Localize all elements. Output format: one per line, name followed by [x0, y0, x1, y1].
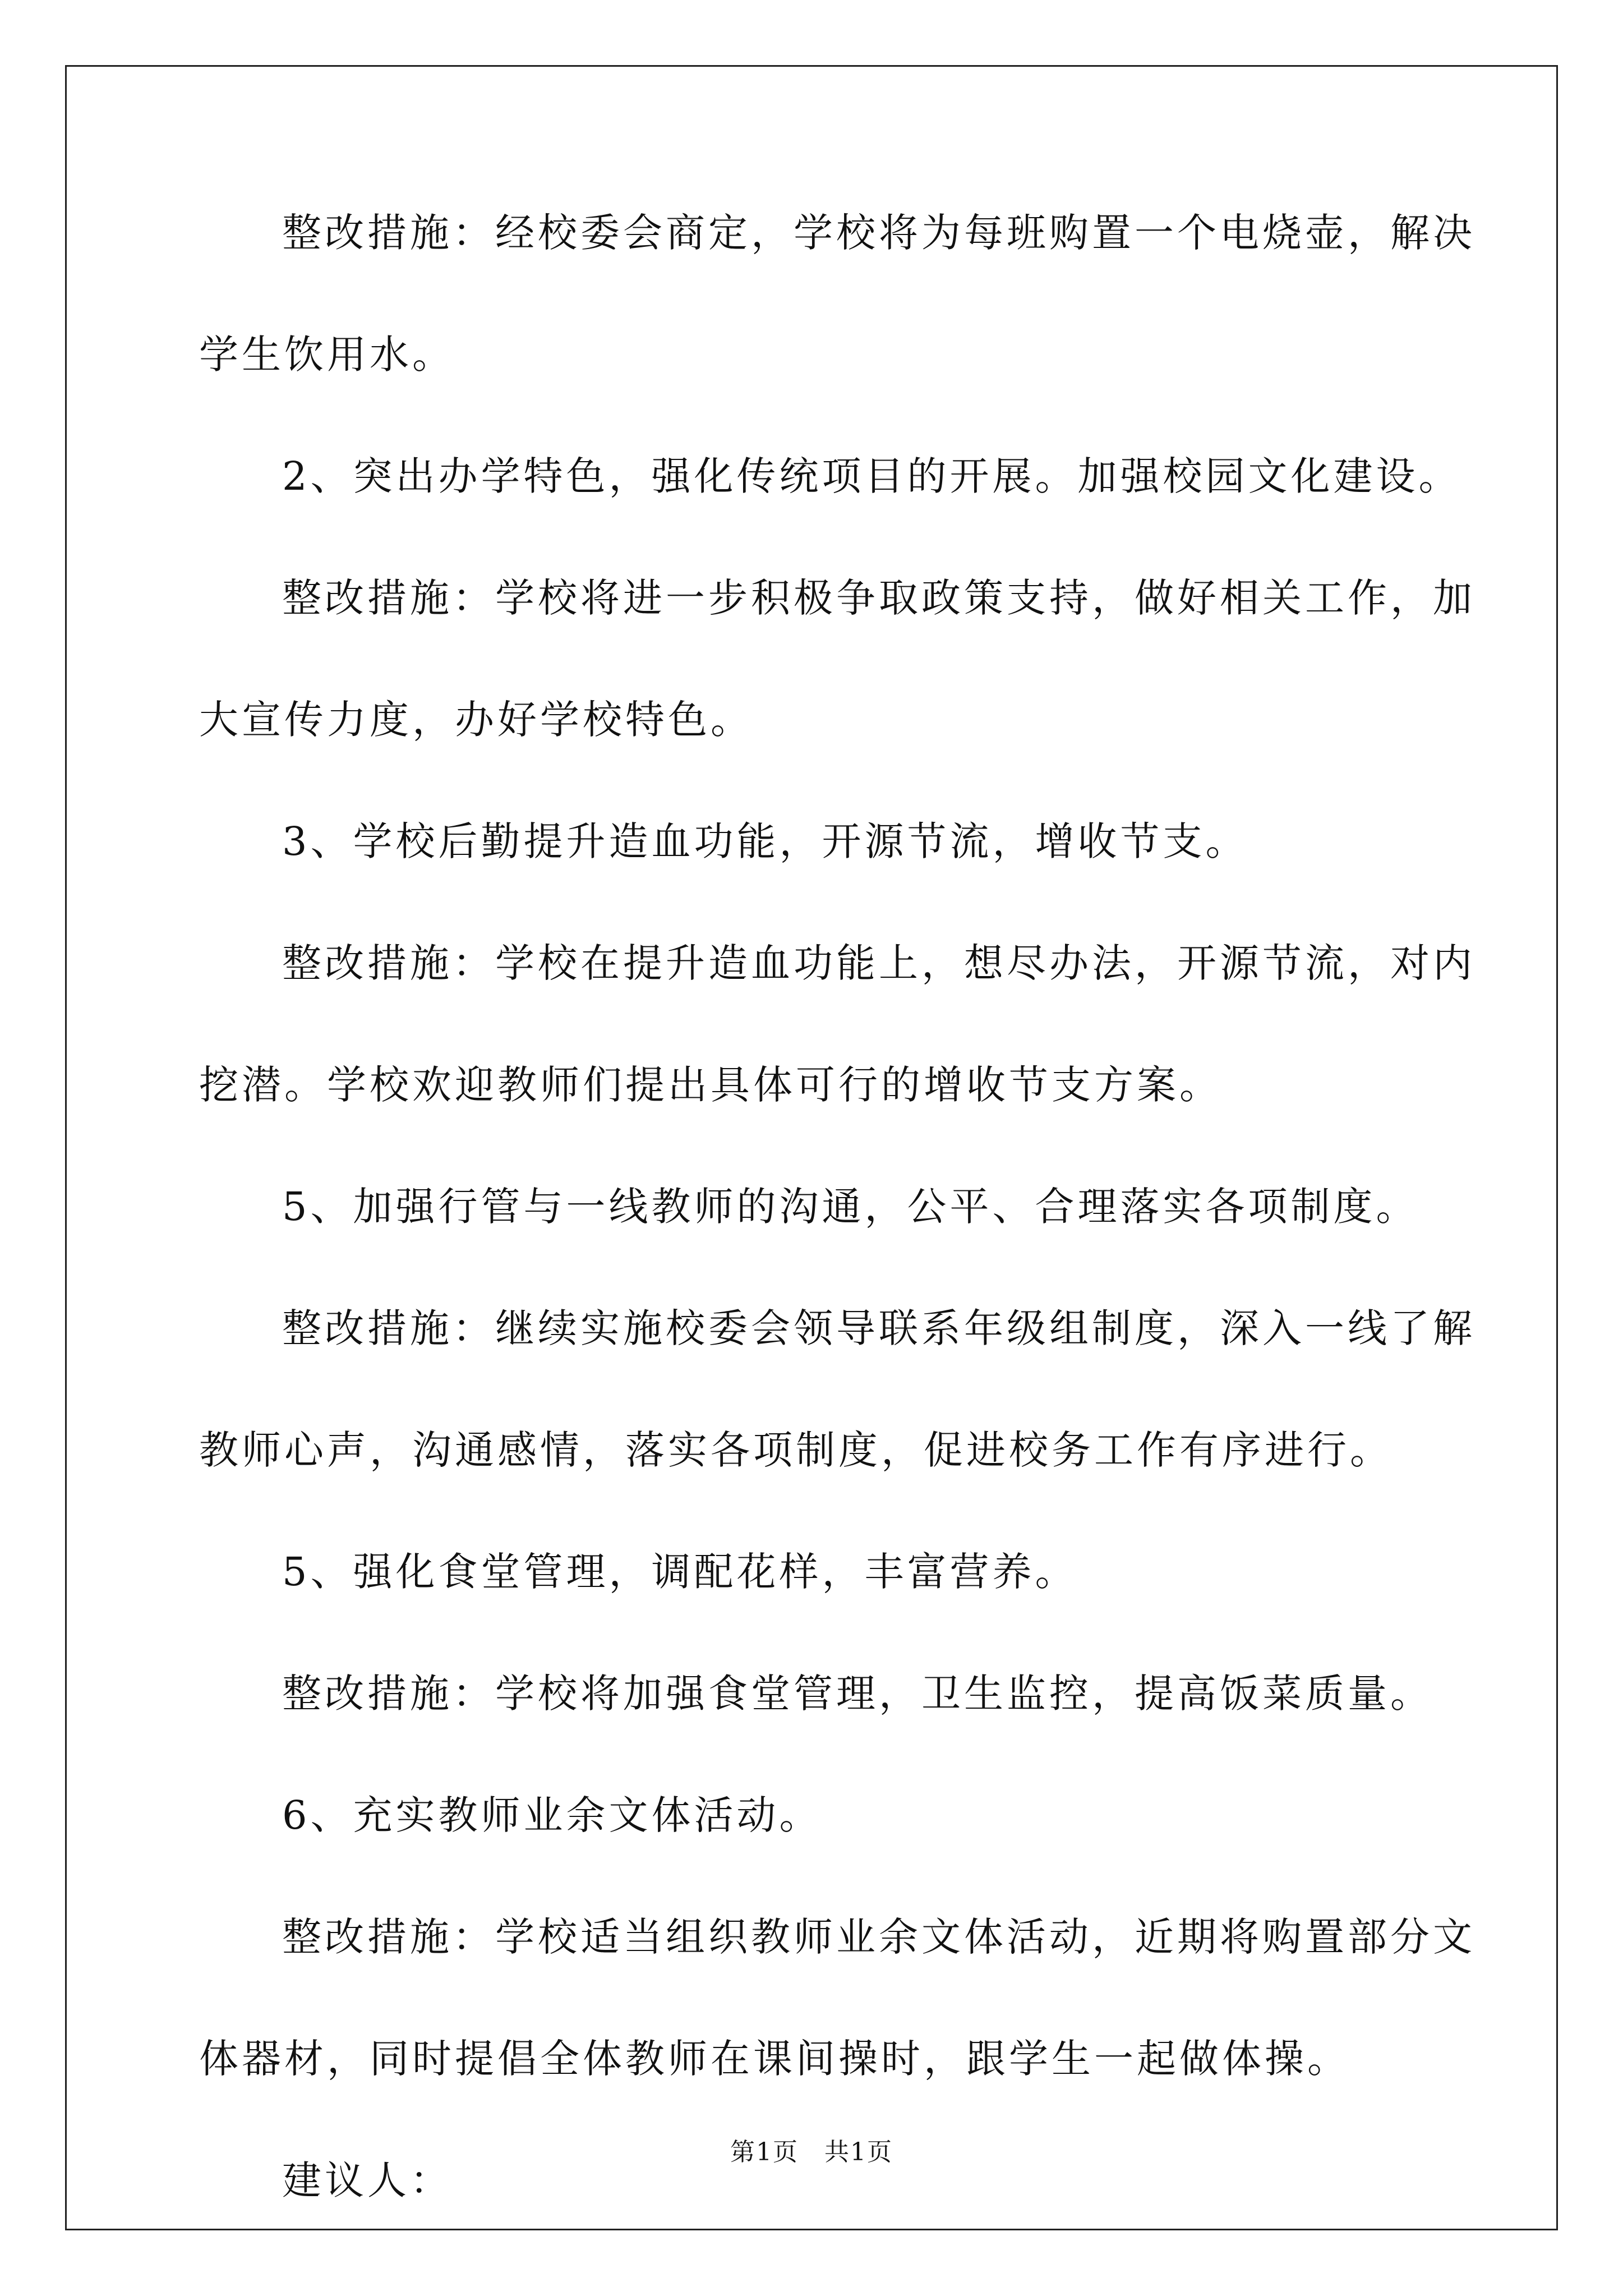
text-line: 学生饮用水。	[199, 332, 455, 378]
text-line: 3、学校后勤提升造血功能，开源节流，增收节支。	[282, 818, 1248, 864]
text-line: 5、加强行管与一线教师的沟通，公平、合理落实各项制度。	[282, 1184, 1419, 1230]
document-body	[199, 210, 1476, 2283]
text-line: 整改措施：学校将加强食堂管理，卫生监控，提高饭菜质量。	[282, 1671, 1433, 1717]
text-line: 整改措施：学校在提升造血功能上，想尽办法，开源节流，对内	[282, 940, 1476, 986]
signature-line: 建议人：	[282, 2157, 453, 2203]
text-line: 整改措施：学校将进一步积极争取政策支持，做好相关工作，加	[282, 575, 1476, 621]
text-line: 6、充实教师业余文体活动。	[282, 1792, 822, 1838]
text-line: 整改措施：经校委会商定，学校将为每班购置一个电烧壶，解决	[282, 210, 1476, 256]
text-line: 整改措施：继续实施校委会领导联系年级组制度，深入一线了解	[282, 1305, 1476, 1351]
text-line: 5、强化食堂管理，调配花样，丰富营养。	[282, 1549, 1078, 1595]
text-line: 整改措施：学校适当组织教师业余文体活动，近期将购置部分文	[282, 1914, 1476, 1960]
text-line: 挖潜。学校欢迎教师们提出具体可行的增收节支方案。	[199, 1062, 1222, 1108]
text-line: 2、突出办学特色，强化传统项目的开展。加强校园文化建设。	[282, 453, 1461, 499]
text-line: 大宣传力度，办好学校特色。	[199, 697, 753, 743]
text-line: 教师心声，沟通感情，落实各项制度，促进校务工作有序进行。	[199, 1427, 1393, 1473]
page-footer: 第1页 共1页	[730, 2138, 893, 2166]
text-line: 体器材，同时提倡全体教师在课间操时，跟学生一起做体操。	[199, 2036, 1350, 2082]
